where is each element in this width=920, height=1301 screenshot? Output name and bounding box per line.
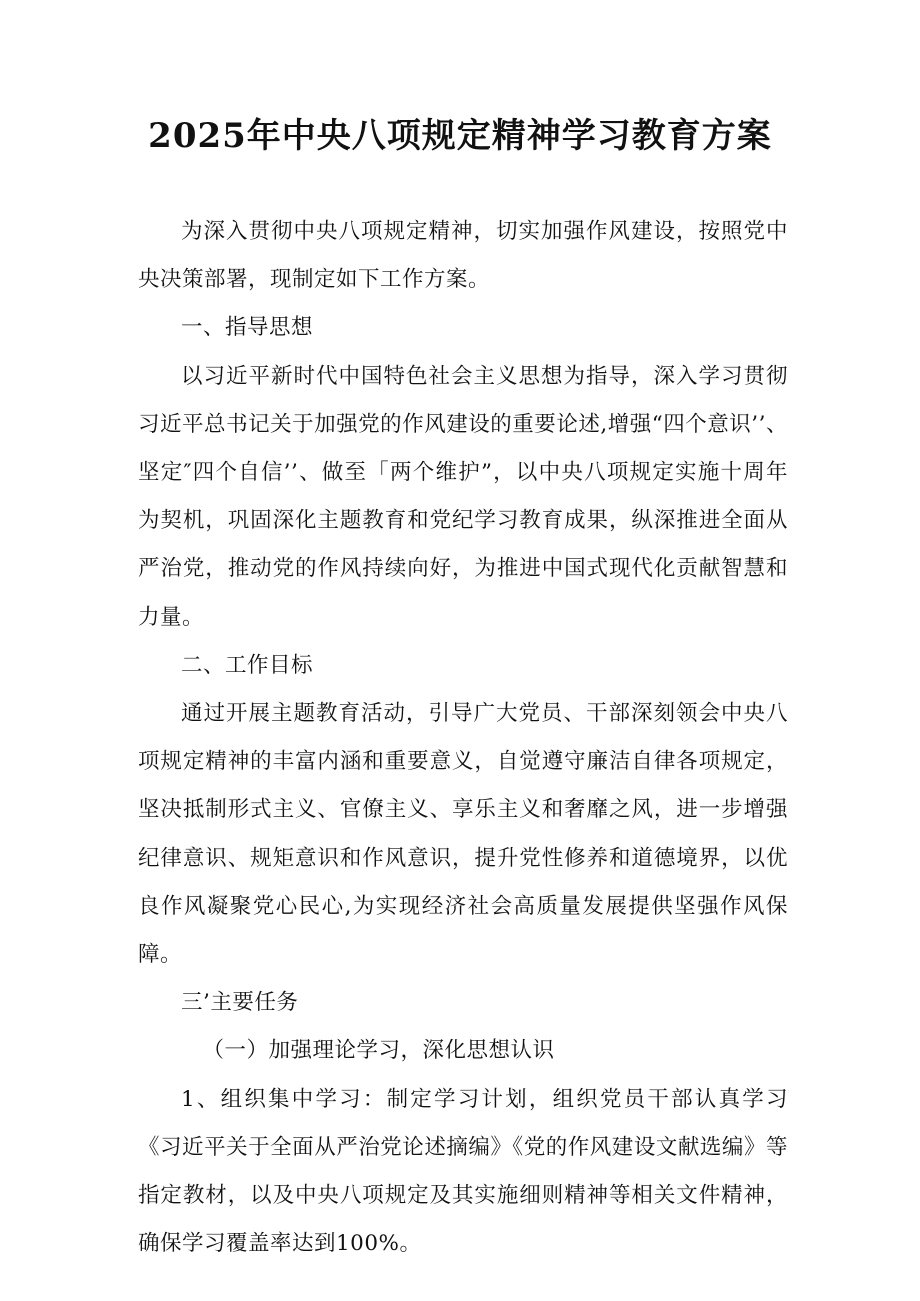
intro-paragraph: 为深入贯彻中央八项规定精神，切实加强作风建设，按照党中央决策部署，现制定如下工作方案。 bbox=[138, 219, 788, 293]
section-heading-guiding-ideology: 一、指导思想 bbox=[181, 315, 314, 341]
subsection-heading-theory-study: （一）加强理论学习，深化思想认识 bbox=[202, 1038, 555, 1064]
document-body bbox=[138, 208, 788, 1268]
section-heading-work-goals: 二、工作目标 bbox=[181, 652, 314, 678]
section-heading-main-tasks: 三’主要任务 bbox=[181, 990, 299, 1016]
section-paragraph-centralized-study: 1、组织集中学习：制定学习计划，组织党员干部认真学习《习近平关于全面从严治党论述摘编》《党的作风建设文献选编》等指定教材，以及中央八项规定及其实施细则精神等相关文件精神，确保学习覆盖率达到100%。 bbox=[138, 1086, 788, 1257]
section-paragraph-guiding-ideology: 以习近平新时代中国特色社会主义思想为指导，深入学习贯彻习近平总书记关于加强党的作风建设的重要论述,增强“四个意识’’、坚定″四个自信’’、做至「两个维护”，以中央八项规定实施十周年为契机，巩固深化主题教育和党纪学习教育成果，纵深推进全面从严治党，推动党的作风持续向好，为推进中国式现代化贡献智慧和力量。 bbox=[138, 363, 788, 630]
document-title: 2025年中央八项规定精神学习教育方案 bbox=[148, 116, 772, 156]
section-paragraph-work-goals: 通过开展主题教育活动，引导广大党员、干部深刻领会中央八项规定精神的丰富内涵和重要意义，自觉遵守廉洁自律各项规定，坚决抵制形式主义、官僚主义、享乐主义和奢靡之风，进一步增强纪律意识、规矩意识和作风意识，提升党性修养和道德境界，以优良作风凝聚党心民心,为实现经济社会高质量发展提供坚强作风保障。 bbox=[138, 701, 788, 968]
